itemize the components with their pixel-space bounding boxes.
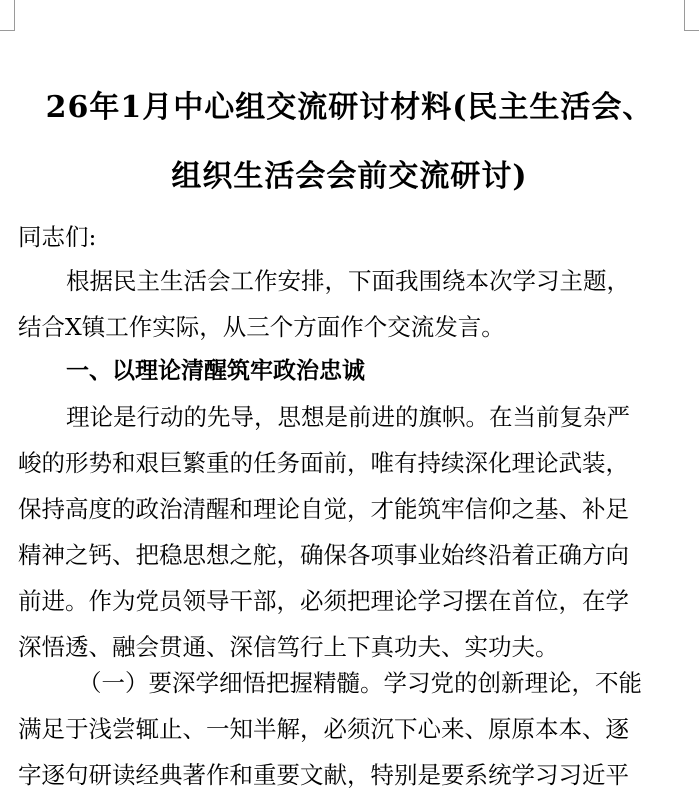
document-title-line-1: 26年1月中心组交流研讨材料(民主生活会、 [45, 90, 654, 125]
paragraph-line: 满足于浅尝辄止、一知半解，必须沉下心来、原原本本、逐 [18, 715, 629, 743]
paragraph-subsection-1 [18, 660, 690, 798]
salutation: 同志们: [18, 223, 97, 251]
paragraph-line: 根据民主生活会工作安排，下面我围绕本次学习主题， [66, 267, 630, 295]
page-corner-mark-top-left [0, 0, 15, 31]
paragraph-line: 结合X镇工作实际，从三个方面作个交流发言。 [18, 313, 505, 341]
page-corner-mark-top-right [684, 0, 699, 31]
paragraph-line: 前进。作为党员领导干部，必须把理论学习摆在首位，在学 [18, 587, 629, 615]
paragraph-section-1 [18, 394, 690, 670]
paragraph-line: 理论是行动的先导，思想是前进的旗帜。在当前复杂严 [66, 403, 630, 431]
paragraph-line: 精神之钙、把稳思想之舵，确保各项事业始终沿着正确方向 [18, 541, 629, 569]
paragraph-line: 字逐句研读经典著作和重要文献，特别是要系统学习习近平 [18, 761, 629, 789]
paragraph-intro [18, 258, 690, 350]
section-heading-text: 一、以理论清醒筑牢政治忠诚 [66, 358, 365, 384]
paragraph-line: （一）要深学细悟把握精髓。学习党的创新理论，不能 [78, 669, 642, 697]
section-heading-1 [18, 348, 690, 394]
paragraph-line: 峻的形势和艰巨繁重的任务面前，唯有持续深化理论武装， [18, 449, 629, 477]
paragraph-line: 深悟透、融会贯通、深信笃行上下真功夫、实功夫。 [18, 633, 559, 661]
document-title-line-2: 组织生活会会前交流研讨) [171, 159, 528, 194]
paragraph-line: 保持高度的政治清醒和理论自觉，才能筑牢信仰之基、补足 [18, 495, 629, 523]
